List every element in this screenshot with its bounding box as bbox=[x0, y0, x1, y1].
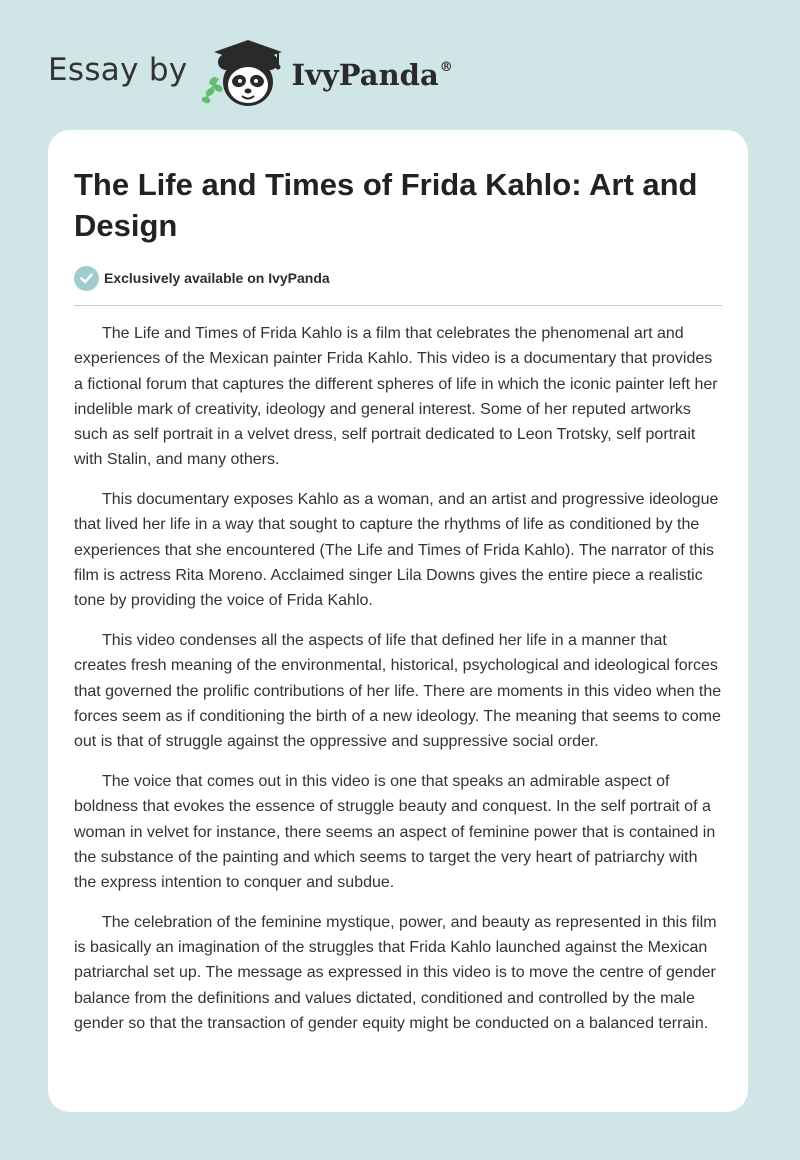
panda-graduation-cap-icon[interactable] bbox=[198, 34, 290, 114]
paragraph: This documentary exposes Kahlo as a woman, and an artist and progressive ideologue that lived her life in a way that sought to capture the rhythms of life as conditioned by the experiences that she encountered (The Life and Times of Frida Kahlo). The narrator of this film is actress Rita Moreno. Acclaimed singer Lila Downs gives the entire piece a realistic tone by providing the voice of Frida Kahlo. bbox=[74, 491, 719, 610]
paragraph: The celebration of the feminine mystique, power, and beauty as represented in this film is basically an imagination of the struggles that Frida Kahlo launched against the Mexican patriarchal set up. The message as expressed in this video is to move the centre of gender balance from the definitions and values dictated, conditioned and controlled by the male gender so that the transaction of gender equity might be conducted on a balanced terrain. bbox=[74, 913, 717, 1032]
divider bbox=[74, 305, 722, 306]
exclusive-badge bbox=[74, 265, 722, 291]
essay-body bbox=[74, 321, 722, 1036]
ivypanda-logo-text[interactable]: IvyPanda® bbox=[291, 58, 453, 92]
essay-by-label: Essay by bbox=[48, 52, 188, 88]
check-circle-icon bbox=[74, 266, 99, 291]
essay-card bbox=[48, 130, 748, 1112]
site-header bbox=[48, 34, 453, 114]
paragraph: The Life and Times of Frida Kahlo is a film that celebrates the phenomenal art and experiences of the Mexican painter Frida Kahlo. This video is a documentary that provides a fictional forum that captures the different spheres of life in which the iconic painter left her indelible mark of creativity, ideology and general interest. Some of her reputed artworks such as self portrait in a velvet dress, self portrait dedicated to Leon Trotsky, self portrait with Stalin, and many others. bbox=[74, 325, 718, 469]
page-title: The Life and Times of Frida Kahlo: Art and Design bbox=[74, 167, 698, 243]
paragraph: This video condenses all the aspects of life that defined her life in a manner that creates fresh meaning of the environmental, historical, psychological and ideological forces that governed the prolific contributions of her life. There are moments in this video when the forces seem as if conditioning the birth of a new ideology. The meaning that seems to come out is that of struggle against the oppressive and suppressive social order. bbox=[74, 632, 722, 751]
paragraph: The voice that comes out in this video is one that speaks an admirable aspect of boldness that evokes the essence of struggle beauty and conquest. In the self portrait of a woman in velvet for instance, there seems an aspect of feminine power that is contained in the substance of the painting and which seems to target the very heart of patriarchy with the express intention to conquer and subdue. bbox=[74, 772, 716, 892]
exclusive-badge-label: Exclusively available on IvyPanda bbox=[104, 270, 330, 286]
